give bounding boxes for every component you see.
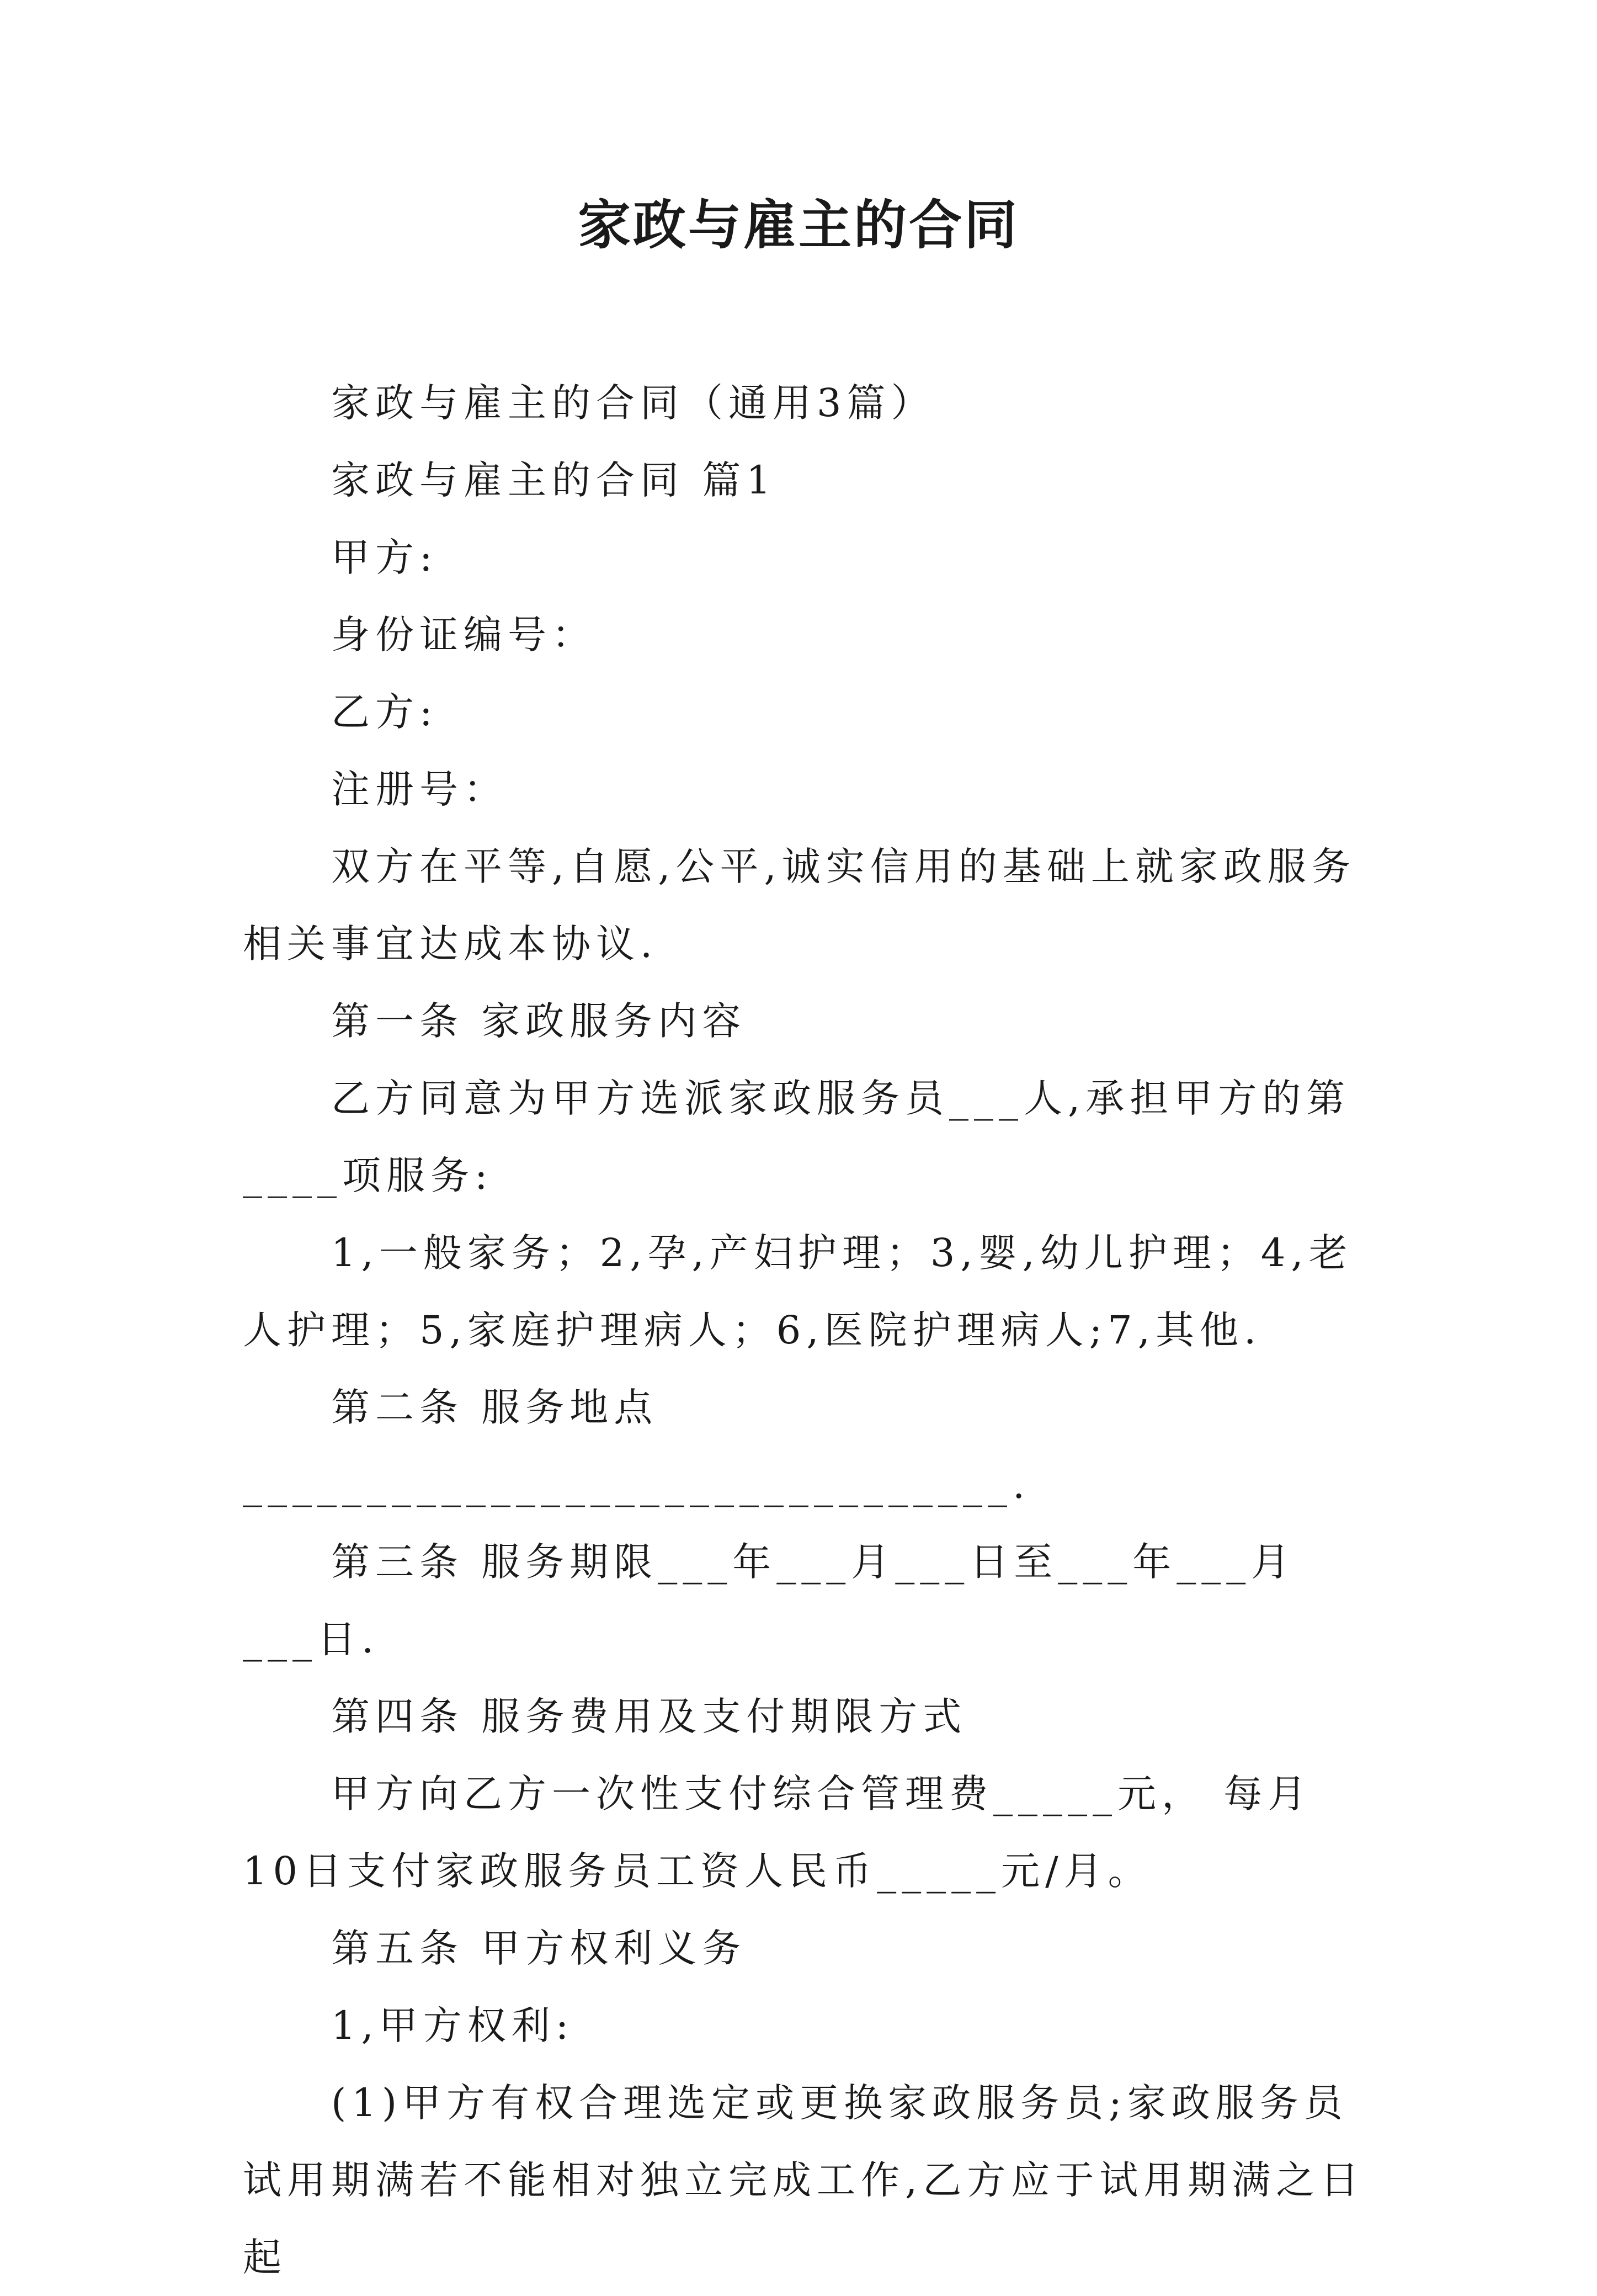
id-number-label: 身份证编号： — [331, 612, 596, 657]
document-title: 家政与雇主的合同 — [578, 194, 1019, 256]
preamble-paragraph: 双方在平等,自愿,公平,诚实信用的基础上就家政服务相关事宜达成本协议. — [243, 844, 1356, 966]
article-4-heading: 第四条 服务费用及支付期限方式 — [331, 1694, 967, 1739]
article-2-paragraph: 第二条 服务地点 _______________________________. — [243, 1385, 1031, 1507]
document-body — [243, 364, 1369, 2296]
article-3-paragraph: 第三条 服务期限___年___月___日至___年___月___日. — [243, 1539, 1296, 1662]
party-a-rights-heading: 1,甲方权利: — [331, 2003, 574, 2048]
article-1-heading: 第一条 家政服务内容 — [331, 998, 747, 1044]
party-a-rights-item-1: (1)甲方有权合理选定或更换家政服务员;家政服务员试用期满若不能相对独立完成工作,乙方应于试用期满之日起 — [243, 2080, 1365, 2280]
paragraph-heading: 家政与雇主的合同（通用3篇） — [331, 380, 935, 426]
registration-number-label: 注册号： — [331, 767, 508, 812]
article-4-paragraph: 甲方向乙方一次性支付综合管理费_____元， 每月10日支付家政服务员工资人民币_____元/月。 — [243, 1771, 1312, 1894]
service-items-paragraph: 1,一般家务；2,孕,产妇护理；3,婴,幼儿护理；4,老人护理；5,家庭护理病人；6,医院护理病人;7,其他. — [243, 1230, 1353, 1353]
party-a-label: 甲方: — [331, 535, 438, 580]
party-b-label: 乙方: — [331, 689, 438, 735]
paragraph-part-title: 家政与雇主的合同 篇1 — [331, 458, 776, 503]
article-5-heading: 第五条 甲方权利义务 — [331, 1926, 747, 1971]
article-1-paragraph: 乙方同意为甲方选派家政服务员___人,承担甲方的第____项服务: — [243, 1076, 1351, 1198]
